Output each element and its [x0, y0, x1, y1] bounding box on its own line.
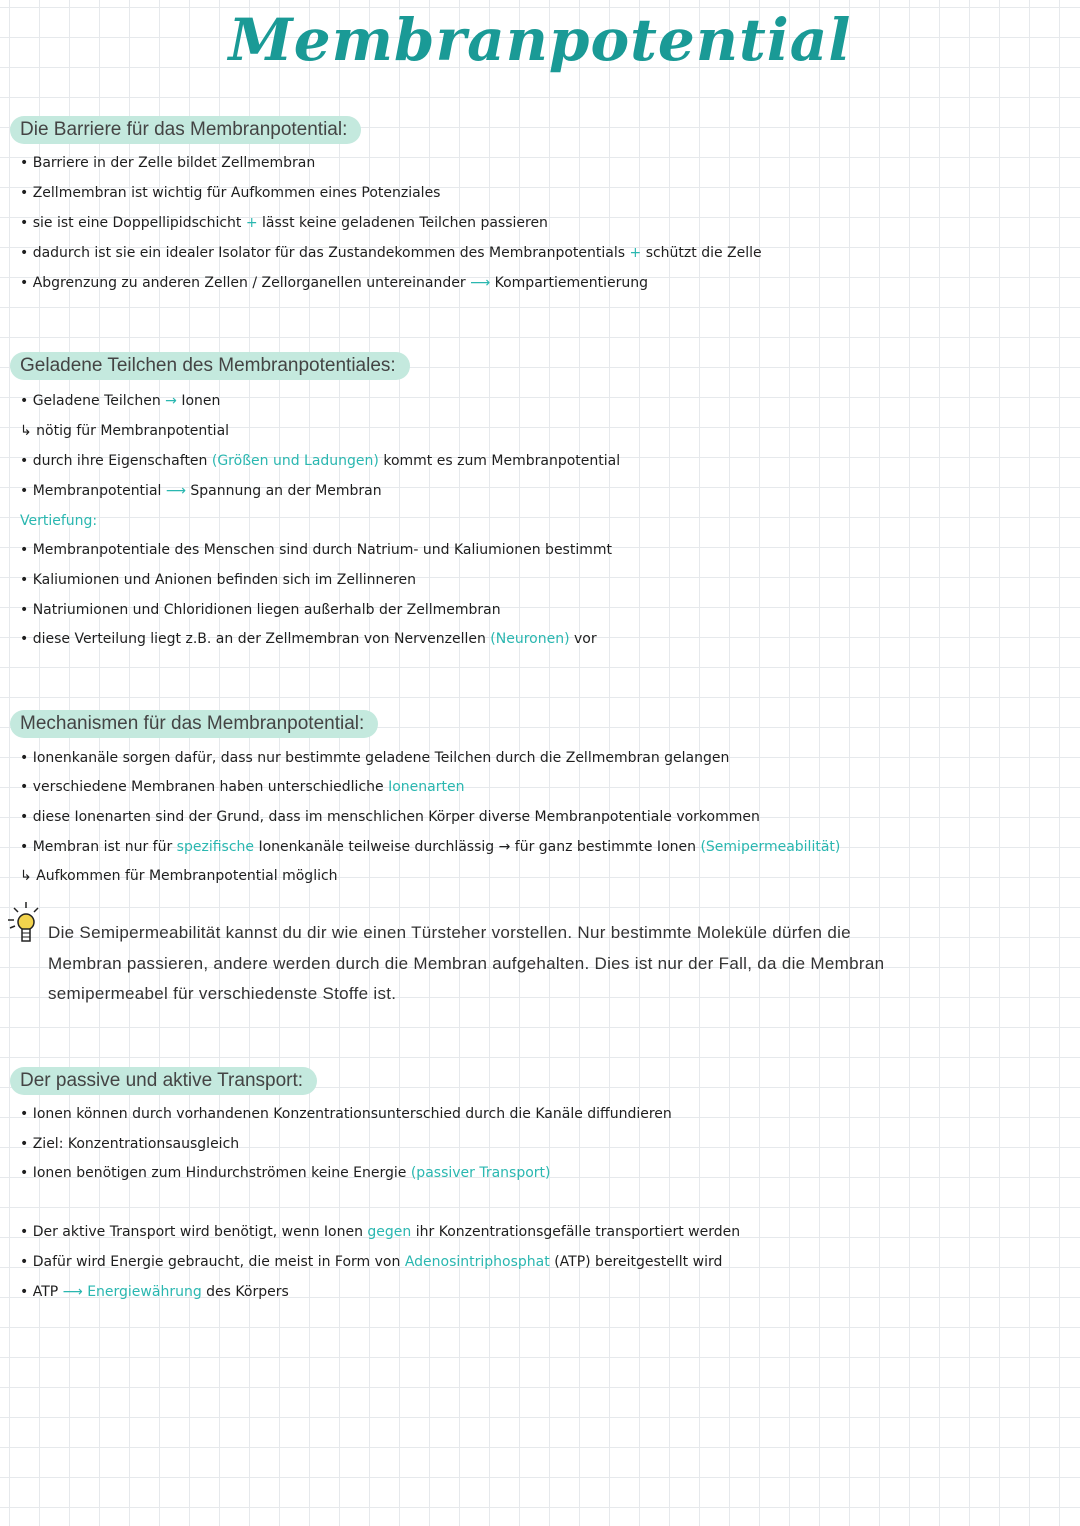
list-item: [20, 1253, 722, 1271]
highlight-text: spezifische: [176, 839, 254, 855]
text: • sie ist eine Doppellipidschicht: [20, 215, 242, 231]
text: Ionen: [181, 393, 221, 409]
text: Ionenkanäle teilweise durchlässig → für ganz bestimmte Ionen: [258, 839, 696, 855]
heading-geladene: Geladene Teilchen des Membranpotentiales:: [10, 352, 410, 380]
list-item: [20, 1223, 740, 1241]
list-item: • Ziel: Konzentrationsausgleich: [20, 1136, 240, 1152]
arrow-right-icon: ⟶: [470, 275, 491, 291]
list-item: • Natriumionen und Chloridionen liegen außerhalb der Zellmembran: [20, 602, 501, 618]
tip-text: Membran passieren, andere werden durch die Membran aufgehalten. Dies ist nur der Fall, da die Membran: [48, 954, 885, 973]
tip-text: Die Semipermeabilität kannst du dir wie einen Türsteher vorstellen. Nur bestimmte Moleküle dürfen die: [48, 923, 851, 942]
arrow-right-icon: ⟶: [165, 483, 186, 499]
text: • ATP: [20, 1284, 59, 1300]
list-item: [20, 244, 762, 262]
list-item: • Ionenkanäle sorgen dafür, dass nur bestimmte geladene Teilchen durch die Zellmembran gelangen: [20, 750, 730, 766]
list-item: [20, 838, 840, 856]
subheading-vertiefung: Vertiefung:: [20, 513, 98, 529]
heading-barriere: Die Barriere für das Membranpotential:: [10, 116, 361, 144]
text: • verschiedene Membranen haben unterschiedliche: [20, 779, 384, 795]
lightbulb-icon: [6, 898, 46, 954]
page-title: Membranpotential: [228, 6, 852, 74]
plus-sign: +: [629, 245, 642, 261]
arrow-right-icon: ⟶: [62, 1284, 83, 1300]
highlight-text: gegen: [367, 1224, 412, 1240]
text: lässt keine geladenen Teilchen passieren: [262, 215, 548, 231]
heading-mechanismen: Mechanismen für das Membranpotential:: [10, 710, 378, 738]
text: kommt es zum Membranpotential: [383, 453, 621, 469]
text: • Abgrenzung zu anderen Zellen / Zellorganellen untereinander: [20, 275, 466, 291]
tip-text: semipermeabel für verschiedenste Stoffe ist.: [48, 984, 397, 1003]
text: • Ionen benötigen zum Hindurchströmen keine Energie: [20, 1165, 407, 1181]
plus-sign: +: [245, 215, 258, 231]
text: • Geladene Teilchen: [20, 393, 161, 409]
text: • diese Verteilung liegt z.B. an der Zellmembran von Nervenzellen: [20, 631, 486, 647]
list-item: [20, 392, 220, 410]
highlight-text: Energiewährung: [87, 1284, 202, 1300]
highlight-text: (Semipermeabilität): [700, 839, 841, 855]
list-item: • Membranpotentiale des Menschen sind durch Natrium- und Kaliumionen bestimmt: [20, 542, 612, 558]
list-item: [20, 274, 648, 292]
text: vor: [574, 631, 597, 647]
text: • Der aktive Transport wird benötigt, wenn Ionen: [20, 1224, 363, 1240]
text: • dadurch ist sie ein idealer Isolator für das Zustandekommen des Membranpotentials: [20, 245, 626, 261]
highlight-text: Adenosintriphosphat: [404, 1254, 550, 1270]
highlight-text: Ionenarten: [388, 779, 465, 795]
text: • durch ihre Eigenschaften: [20, 453, 208, 469]
list-item: • Ionen können durch vorhandenen Konzentrationsunterschied durch die Kanäle diffundieren: [20, 1106, 672, 1122]
heading-transport: Der passive und aktive Transport:: [10, 1067, 317, 1095]
list-item: [20, 214, 548, 232]
list-item: ↳ Aufkommen für Membranpotential möglich: [20, 868, 338, 884]
highlight-text: (Neuronen): [490, 631, 570, 647]
highlight-text: (Größen und Ladungen): [211, 453, 379, 469]
list-item: [20, 1283, 289, 1301]
list-item: [20, 1164, 551, 1182]
highlight-text: (passiver Transport): [410, 1165, 551, 1181]
list-item: • Zellmembran ist wichtig für Aufkommen eines Potenziales: [20, 185, 441, 201]
text: (ATP) bereitgestellt wird: [554, 1254, 723, 1270]
text: • Membranpotential: [20, 483, 162, 499]
text: • Membran ist nur für: [20, 839, 173, 855]
list-item: ↳ nötig für Membranpotential: [20, 423, 230, 439]
list-item: [20, 778, 464, 796]
text: • Dafür wird Energie gebraucht, die meist in Form von: [20, 1254, 401, 1270]
text: schützt die Zelle: [645, 245, 762, 261]
list-item: [20, 482, 382, 500]
list-item: [20, 630, 597, 648]
list-item: • diese Ionenarten sind der Grund, dass im menschlichen Körper diverse Membranpotentiale vorkommen: [20, 809, 760, 825]
text: Kompartiementierung: [494, 275, 649, 291]
arrow-right-icon: →: [165, 393, 177, 409]
list-item: • Kaliumionen und Anionen befinden sich im Zellinneren: [20, 572, 416, 588]
text: Spannung an der Membran: [190, 483, 382, 499]
text: ihr Konzentrationsgefälle transportiert werden: [415, 1224, 741, 1240]
list-item: [20, 452, 620, 470]
text: des Körpers: [206, 1284, 289, 1300]
list-item: • Barriere in der Zelle bildet Zellmembran: [20, 155, 316, 171]
